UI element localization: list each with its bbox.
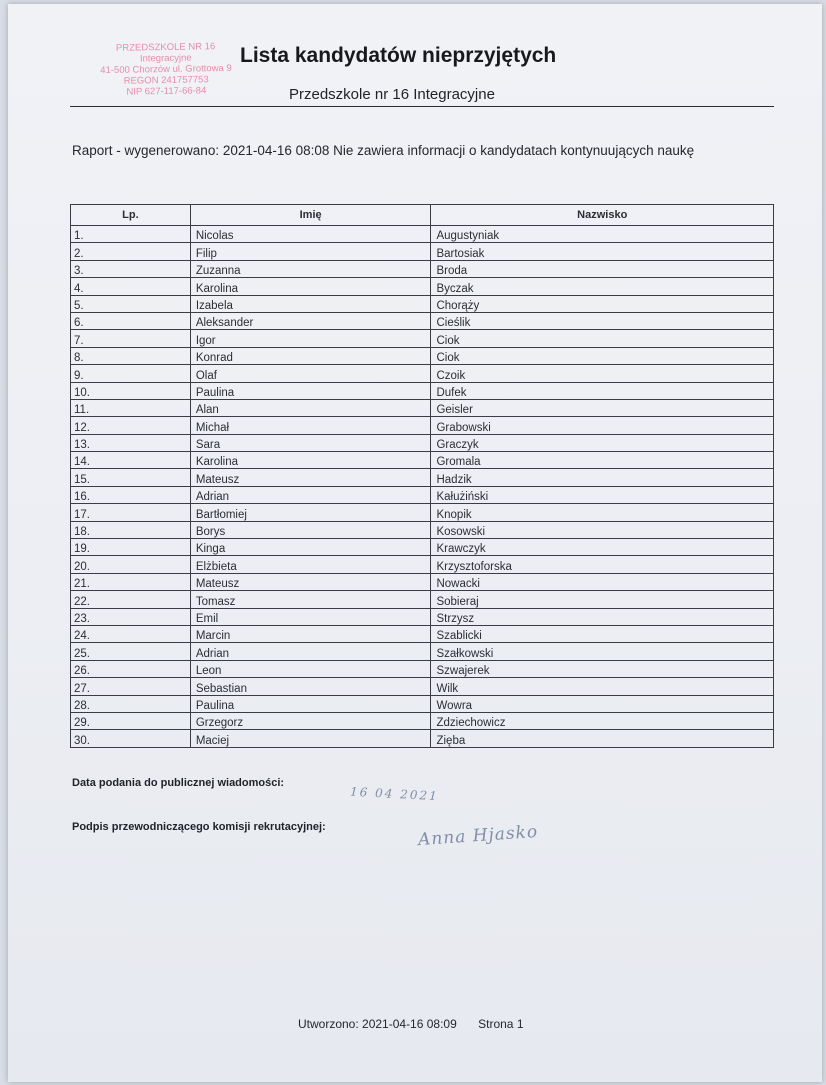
last-name: Kałużiński: [431, 486, 774, 503]
table-row: [71, 521, 774, 538]
row-number: 1.: [71, 226, 191, 243]
signature-label: Podpis przewodniczącego komisji rekrutacyjnej:: [72, 821, 326, 833]
row-number: 21.: [71, 573, 191, 590]
last-name: Chorąży: [431, 295, 774, 312]
table-row: [71, 278, 774, 295]
table-row: [71, 695, 774, 712]
table-row: [71, 591, 774, 608]
first-name: Igor: [190, 330, 431, 347]
row-number: 17.: [71, 504, 191, 521]
first-name: Leon: [190, 660, 431, 677]
table-body: [71, 226, 774, 748]
last-name: Ciok: [431, 330, 774, 347]
table-row: [71, 365, 774, 382]
last-name: Knopik: [431, 504, 774, 521]
table-row: [71, 625, 774, 642]
first-name: Aleksander: [190, 312, 431, 329]
first-name: Borys: [190, 521, 431, 538]
table-row: [71, 660, 774, 677]
row-number: 12.: [71, 417, 191, 434]
first-name: Paulina: [190, 382, 431, 399]
table-header-row: [71, 205, 774, 226]
page-title: Lista kandydatów nieprzyjętych: [240, 44, 557, 67]
row-number: 25.: [71, 643, 191, 660]
row-number: 6.: [71, 312, 191, 329]
row-number: 15.: [71, 469, 191, 486]
first-name: Adrian: [190, 486, 431, 503]
handwritten-signature: Anna Hjasko: [417, 821, 539, 851]
first-name: Grzegorz: [190, 712, 431, 729]
first-name: Marcin: [190, 625, 431, 642]
table-row: [71, 678, 774, 695]
first-name: Paulina: [190, 695, 431, 712]
row-number: 14.: [71, 452, 191, 469]
last-name: Cieślik: [431, 312, 774, 329]
first-name: Tomasz: [190, 591, 431, 608]
table-row: [71, 486, 774, 503]
row-number: 5.: [71, 295, 191, 312]
row-number: 22.: [71, 591, 191, 608]
row-number: 3.: [71, 260, 191, 277]
last-name: Szałkowski: [431, 643, 774, 660]
first-name: Karolina: [190, 452, 431, 469]
table-row: [71, 573, 774, 590]
row-number: 30.: [71, 730, 191, 747]
last-name: Zdziechowicz: [431, 712, 774, 729]
last-name: Zięba: [431, 730, 774, 747]
first-name: Adrian: [190, 643, 431, 660]
last-name: Czoik: [431, 365, 774, 382]
row-number: 20.: [71, 556, 191, 573]
table-row: [71, 226, 774, 243]
first-name: Bartłomiej: [190, 504, 431, 521]
first-name: Nicolas: [190, 226, 431, 243]
table-row: [71, 417, 774, 434]
row-number: 26.: [71, 660, 191, 677]
last-name: Wilk: [431, 678, 774, 695]
last-name: Szablicki: [431, 625, 774, 642]
first-name: Sara: [190, 434, 431, 451]
table-row: [71, 504, 774, 521]
last-name: Byczak: [431, 278, 774, 295]
page-number: Strona 1: [478, 1017, 524, 1031]
first-name: Emil: [190, 608, 431, 625]
stamp-line: REGON 241757753: [123, 74, 209, 87]
row-number: 16.: [71, 486, 191, 503]
table-row: [71, 295, 774, 312]
last-name: Broda: [431, 260, 774, 277]
column-header-imie: Imię: [190, 205, 431, 226]
table-row: [71, 556, 774, 573]
row-number: 10.: [71, 382, 191, 399]
table-row: [71, 469, 774, 486]
last-name: Hadzik: [431, 469, 774, 486]
last-name: Nowacki: [431, 573, 774, 590]
first-name: Michał: [190, 417, 431, 434]
handwritten-date: 16 04 2021: [349, 784, 440, 804]
stamp-line: Integracyjne: [139, 52, 192, 65]
row-number: 29.: [71, 712, 191, 729]
table-row: [71, 347, 774, 364]
stamp-line: 41-500 Chorzów ul. Grottowa 9: [100, 62, 232, 77]
last-name: Graczyk: [431, 434, 774, 451]
row-number: 19.: [71, 539, 191, 556]
candidates-table: [70, 204, 774, 748]
row-number: 2.: [71, 243, 191, 260]
first-name: Izabela: [190, 295, 431, 312]
table-row: [71, 243, 774, 260]
page-footer: [298, 1017, 524, 1031]
first-name: Mateusz: [190, 573, 431, 590]
last-name: Augustyniak: [431, 226, 774, 243]
last-name: Grabowski: [431, 417, 774, 434]
first-name: Alan: [190, 399, 431, 416]
last-name: Krzysztoforska: [431, 556, 774, 573]
row-number: 9.: [71, 365, 191, 382]
last-name: Szwajerek: [431, 660, 774, 677]
table-row: [71, 539, 774, 556]
last-name: Dufek: [431, 382, 774, 399]
row-number: 8.: [71, 347, 191, 364]
table-row: [71, 608, 774, 625]
header-divider: [70, 106, 774, 107]
last-name: Geisler: [431, 399, 774, 416]
table-row: [71, 712, 774, 729]
institution-stamp: [66, 40, 267, 98]
last-name: Krawczyk: [431, 539, 774, 556]
row-number: 24.: [71, 625, 191, 642]
last-name: Sobieraj: [431, 591, 774, 608]
first-name: Sebastian: [190, 678, 431, 695]
last-name: Kosowski: [431, 521, 774, 538]
row-number: 28.: [71, 695, 191, 712]
last-name: Strzysz: [431, 608, 774, 625]
first-name: Karolina: [190, 278, 431, 295]
table-row: [71, 382, 774, 399]
first-name: Kinga: [190, 539, 431, 556]
stamp-line: PRZEDSZKOLE NR 16: [115, 41, 216, 54]
row-number: 7.: [71, 330, 191, 347]
table-row: [71, 434, 774, 451]
row-number: 18.: [71, 521, 191, 538]
row-number: 27.: [71, 678, 191, 695]
table-row: [71, 399, 774, 416]
last-name: Bartosiak: [431, 243, 774, 260]
table-row: [71, 730, 774, 747]
report-info: Raport - wygenerowano: 2021-04-16 08:08 Nie zawiera informacji o kandydatach kontynuujących naukę: [72, 143, 695, 158]
stamp-line: NIP 627-117-66-84: [126, 85, 207, 98]
table-row: [71, 330, 774, 347]
column-header-lp: Lp.: [71, 205, 191, 226]
publication-date-label: Data podania do publicznej wiadomości:: [72, 777, 285, 789]
row-number: 23.: [71, 608, 191, 625]
page-subtitle: Przedszkole nr 16 Integracyjne: [289, 86, 495, 103]
first-name: Konrad: [190, 347, 431, 364]
last-name: Ciok: [431, 347, 774, 364]
table-row: [71, 452, 774, 469]
first-name: Mateusz: [190, 469, 431, 486]
table-row: [71, 312, 774, 329]
table-row: [71, 643, 774, 660]
created-timestamp: Utworzono: 2021-04-16 08:09: [298, 1017, 457, 1031]
row-number: 13.: [71, 434, 191, 451]
row-number: 4.: [71, 278, 191, 295]
table-row: [71, 260, 774, 277]
column-header-nazwisko: Nazwisko: [431, 205, 774, 226]
last-name: Gromala: [431, 452, 774, 469]
first-name: Zuzanna: [190, 260, 431, 277]
last-name: Wowra: [431, 695, 774, 712]
first-name: Olaf: [190, 365, 431, 382]
first-name: Elżbieta: [190, 556, 431, 573]
first-name: Filip: [190, 243, 431, 260]
row-number: 11.: [71, 399, 191, 416]
first-name: Maciej: [190, 730, 431, 747]
